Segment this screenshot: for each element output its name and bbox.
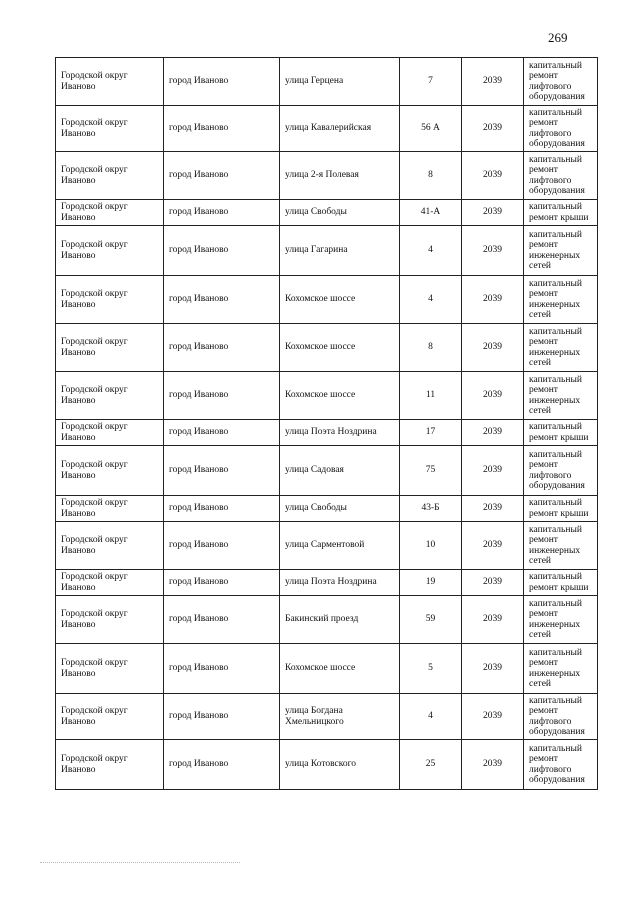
cell-year: 2039 — [462, 324, 524, 372]
cell-okrug: Городской округ Иваново — [56, 644, 164, 694]
table-row — [56, 106, 598, 152]
cell-city: город Иваново — [164, 372, 280, 420]
cell-work: капитальный ремонт инженерных сетей — [524, 522, 598, 570]
cell-city: город Иваново — [164, 496, 280, 522]
cell-house: 75 — [400, 446, 462, 496]
cell-city: город Иваново — [164, 106, 280, 152]
cell-okrug: Городской округ Иваново — [56, 596, 164, 644]
cell-okrug: Городской округ Иваново — [56, 226, 164, 276]
cell-okrug: Городской округ Иваново — [56, 496, 164, 522]
cell-street: Кохомское шоссе — [280, 324, 400, 372]
cell-street: улица Гагарина — [280, 226, 400, 276]
cell-house: 7 — [400, 58, 462, 106]
table-row — [56, 644, 598, 694]
cell-year: 2039 — [462, 106, 524, 152]
cell-okrug: Городской округ Иваново — [56, 420, 164, 446]
cell-work: капитальный ремонт инженерных сетей — [524, 644, 598, 694]
cell-year: 2039 — [462, 446, 524, 496]
table-row — [56, 276, 598, 324]
cell-street: улица Поэта Ноздрина — [280, 570, 400, 596]
cell-street: улица Котовского — [280, 740, 400, 790]
cell-year: 2039 — [462, 570, 524, 596]
table-row — [56, 152, 598, 200]
cell-work: капитальный ремонт инженерных сетей — [524, 226, 598, 276]
cell-street: Кохомское шоссе — [280, 372, 400, 420]
cell-city: город Иваново — [164, 694, 280, 740]
cell-house: 4 — [400, 226, 462, 276]
cell-work: капитальный ремонт лифтового оборудования — [524, 694, 598, 740]
cell-work: капитальный ремонт инженерных сетей — [524, 276, 598, 324]
table-row — [56, 58, 598, 106]
cell-city: город Иваново — [164, 420, 280, 446]
cell-okrug: Городской округ Иваново — [56, 152, 164, 200]
cell-year: 2039 — [462, 694, 524, 740]
cell-street: улица Свободы — [280, 496, 400, 522]
cell-house: 5 — [400, 644, 462, 694]
cell-okrug: Городской округ Иваново — [56, 372, 164, 420]
cell-okrug: Городской округ Иваново — [56, 740, 164, 790]
table-body — [56, 58, 598, 790]
cell-city: город Иваново — [164, 644, 280, 694]
cell-city: город Иваново — [164, 446, 280, 496]
cell-okrug: Городской округ Иваново — [56, 200, 164, 226]
table-row — [56, 596, 598, 644]
cell-house: 11 — [400, 372, 462, 420]
table-row — [56, 446, 598, 496]
cell-year: 2039 — [462, 420, 524, 446]
cell-work: капитальный ремонт лифтового оборудования — [524, 740, 598, 790]
table-row — [56, 324, 598, 372]
cell-city: город Иваново — [164, 276, 280, 324]
cell-street: улица Сарментовой — [280, 522, 400, 570]
cell-street: улица Садовая — [280, 446, 400, 496]
cell-work: капитальный ремонт крыши — [524, 496, 598, 522]
table-row — [56, 522, 598, 570]
cell-street: улица Герцена — [280, 58, 400, 106]
cell-okrug: Городской округ Иваново — [56, 58, 164, 106]
footer-dotted-line — [40, 862, 240, 863]
cell-house: 4 — [400, 276, 462, 324]
cell-okrug: Городской округ Иваново — [56, 276, 164, 324]
table-row — [56, 226, 598, 276]
cell-street: улица Свободы — [280, 200, 400, 226]
cell-work: капитальный ремонт лифтового оборудования — [524, 152, 598, 200]
table-row — [56, 570, 598, 596]
cell-year: 2039 — [462, 522, 524, 570]
repair-schedule-table — [55, 57, 598, 790]
cell-okrug: Городской округ Иваново — [56, 324, 164, 372]
cell-okrug: Городской округ Иваново — [56, 106, 164, 152]
cell-house: 25 — [400, 740, 462, 790]
cell-street: Кохомское шоссе — [280, 644, 400, 694]
table-row — [56, 372, 598, 420]
cell-year: 2039 — [462, 152, 524, 200]
cell-year: 2039 — [462, 200, 524, 226]
cell-okrug: Городской округ Иваново — [56, 522, 164, 570]
cell-work: капитальный ремонт крыши — [524, 420, 598, 446]
cell-street: Кохомское шоссе — [280, 276, 400, 324]
cell-year: 2039 — [462, 644, 524, 694]
cell-house: 56 А — [400, 106, 462, 152]
cell-house: 10 — [400, 522, 462, 570]
cell-year: 2039 — [462, 596, 524, 644]
cell-street: улица Богдана Хмельницкого — [280, 694, 400, 740]
cell-street: улица 2-я Полевая — [280, 152, 400, 200]
table-row — [56, 420, 598, 446]
cell-house: 59 — [400, 596, 462, 644]
cell-work: капитальный ремонт крыши — [524, 570, 598, 596]
cell-street: улица Поэта Ноздрина — [280, 420, 400, 446]
cell-house: 17 — [400, 420, 462, 446]
cell-work: капитальный ремонт лифтового оборудования — [524, 106, 598, 152]
table-row — [56, 200, 598, 226]
cell-house: 8 — [400, 152, 462, 200]
cell-work: капитальный ремонт инженерных сетей — [524, 372, 598, 420]
cell-work: капитальный ремонт лифтового оборудования — [524, 446, 598, 496]
cell-city: город Иваново — [164, 740, 280, 790]
cell-okrug: Городской округ Иваново — [56, 446, 164, 496]
cell-city: город Иваново — [164, 152, 280, 200]
cell-work: капитальный ремонт инженерных сетей — [524, 596, 598, 644]
cell-street: улица Кавалерийская — [280, 106, 400, 152]
cell-work: капитальный ремонт крыши — [524, 200, 598, 226]
page-number: 269 — [548, 30, 568, 45]
cell-city: город Иваново — [164, 570, 280, 596]
cell-year: 2039 — [462, 496, 524, 522]
cell-city: город Иваново — [164, 226, 280, 276]
cell-house: 41-А — [400, 200, 462, 226]
cell-street: Бакинский проезд — [280, 596, 400, 644]
cell-year: 2039 — [462, 740, 524, 790]
cell-work: капитальный ремонт инженерных сетей — [524, 324, 598, 372]
cell-city: город Иваново — [164, 200, 280, 226]
cell-city: город Иваново — [164, 522, 280, 570]
cell-okrug: Городской округ Иваново — [56, 570, 164, 596]
cell-house: 19 — [400, 570, 462, 596]
cell-city: город Иваново — [164, 324, 280, 372]
cell-house: 43-Б — [400, 496, 462, 522]
table-row — [56, 496, 598, 522]
cell-year: 2039 — [462, 58, 524, 106]
cell-city: город Иваново — [164, 596, 280, 644]
cell-year: 2039 — [462, 372, 524, 420]
cell-work: капитальный ремонт лифтового оборудования — [524, 58, 598, 106]
cell-year: 2039 — [462, 276, 524, 324]
table-row — [56, 740, 598, 790]
cell-house: 4 — [400, 694, 462, 740]
cell-city: город Иваново — [164, 58, 280, 106]
cell-house: 8 — [400, 324, 462, 372]
cell-okrug: Городской округ Иваново — [56, 694, 164, 740]
table-row — [56, 694, 598, 740]
cell-year: 2039 — [462, 226, 524, 276]
